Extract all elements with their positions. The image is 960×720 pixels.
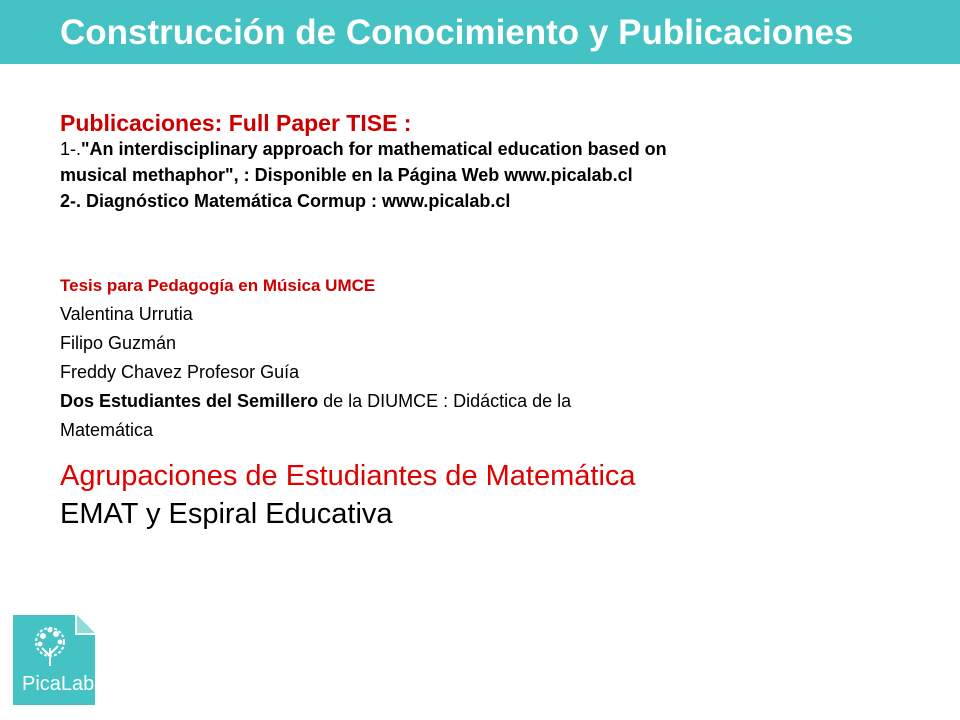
publication-item-1-line2: musical methaphor", : Disponible en la Página Web www.picalab.cl xyxy=(60,165,633,185)
publication-item-1-prefix: 1-. xyxy=(60,139,82,159)
person-name: Filipo Guzmán xyxy=(60,333,177,353)
agrupaciones-heading: Agrupaciones de Estudiantes de Matemática xyxy=(60,460,636,492)
agrupaciones-section xyxy=(60,457,920,533)
tesis-section xyxy=(60,271,920,445)
publications-section xyxy=(60,110,920,214)
semillero-line xyxy=(60,387,920,416)
semillero-rest: de la DIUMCE : Didáctica de la xyxy=(318,391,572,411)
publications-heading: Publicaciones: Full Paper TISE : xyxy=(60,110,412,136)
publication-item-1 xyxy=(60,136,920,162)
agrupaciones-groups: EMAT y Espiral Educativa xyxy=(60,498,393,530)
picalab-logo-text: PicaLab xyxy=(22,673,95,695)
title-bar xyxy=(0,0,960,64)
person-name: Freddy Chavez Profesor Guía xyxy=(60,362,300,382)
person-name: Valentina Urrutia xyxy=(60,304,193,324)
page-title: Construcción de Conocimiento y Publicaciones xyxy=(60,13,854,52)
semillero-line2: Matemática xyxy=(60,420,154,440)
publication-item-2: 2-. Diagnóstico Matemática Cormup : www.picalab.cl xyxy=(60,191,511,211)
tesis-heading: Tesis para Pedagogía en Música UMCE xyxy=(60,276,376,295)
semillero-bold: Dos Estudiantes del Semillero xyxy=(60,391,319,411)
publication-item-1-title: "An interdisciplinary approach for mathematical education based on xyxy=(81,139,667,159)
